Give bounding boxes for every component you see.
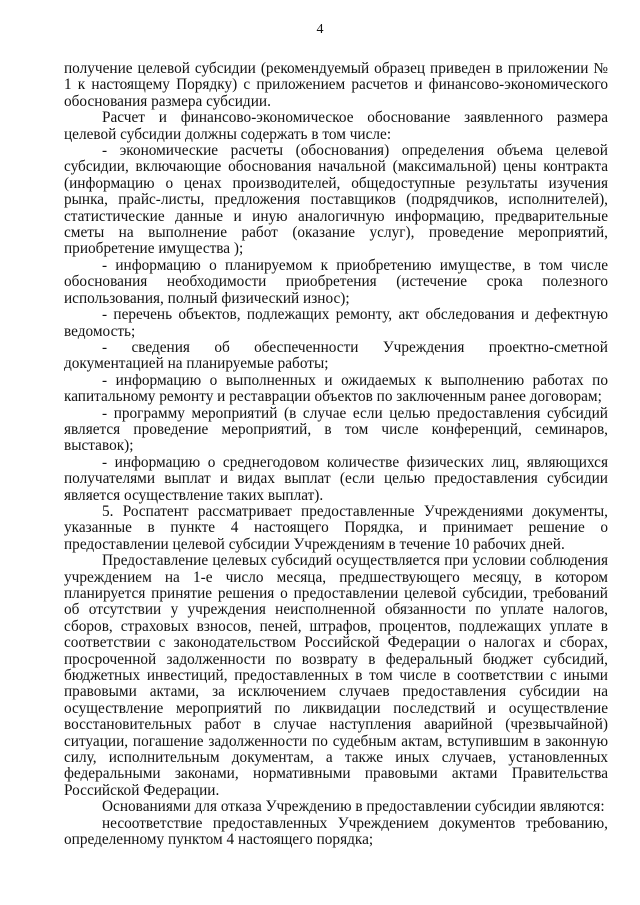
list-item: - перечень объектов, подлежащих ремонту, акт обследования и дефектную ведомость; — [64, 306, 608, 340]
paragraph: несоответствие предоставленных Учреждением документов требованию, определенному пунктом 4 настоящего порядка; — [64, 814, 608, 849]
list-item: - сведения об обеспеченности Учреждения проектно-сметной документацией на планируемые работы; — [64, 338, 608, 373]
paragraph: Расчет и финансово-экономическое обоснование заявленного размера целевой субсидии должны содержать в том числе: — [64, 109, 608, 143]
list-item: - информацию о среднегодовом количестве физических лиц, являющихся получателями выплат и видах выплат (если целью предоставления субсидии является осуществление таких выплат). — [64, 453, 608, 504]
paragraph: Предоставление целевых субсидий осуществляется при условии соблюдения учреждением на 1-е число месяца, предшествующего месяцу, в котором планируется принятие решения о предоставлении целевой субсидии, требований об отсутствии у учреждения неисполненной обязанности по уплате налогов, сборов, страховых взносов, пеней, штрафов, процентов, подлежащих уплате в соответствии с законодательством Российской Федерации о налогах и сборах, просроченной задолженности по возврату в федеральный бюджет субсидий, бюджетных инвестиций, предоставленных в том числе в соответствии с иными правовыми актами, за исключением случаев предоставления субсидии на осуществление мероприятий по ликвидации последствий и осуществление восстановительных работ в случае наступления аварийной (чрезвычайной) ситуации, погашение задолженности по судебным актам, вступившим в законную силу, исполнительным документам, а также иных случаев, установленных федеральными законами, нормативными правовыми актами Правительства Российской Федерации. — [64, 552, 608, 799]
paragraph: Основаниями для отказа Учреждению в предоставлении субсидии являются: — [102, 798, 605, 816]
paragraph: получение целевой субсидии (рекомендуемый образец приведен в приложении № 1 к настоящему Порядку) с приложением расчетов и финансово-экономического обоснования размера субсидии. — [64, 60, 608, 110]
paragraph: 5. Роспатент рассматривает предоставленные Учреждениями документы, указанные в пункте 4 настоящего Порядка, и принимает решение о предоставлении целевой субсидии Учреждениям в течение 10 рабочих дней. — [64, 502, 608, 553]
document-body — [64, 61, 608, 849]
list-item: - программу мероприятий (в случае если целью предоставления субсидий является проведение мероприятий, в том числе конференций, семинаров, выставок); — [64, 404, 608, 455]
page-number: 4 — [316, 22, 324, 37]
list-item: - информацию о выполненных и ожидаемых к выполнению работах по капитальному ремонту и реставрации объектов по заключенным ранее договорам; — [64, 371, 608, 406]
list-item: - экономические расчеты (обоснования) определения объема целевой субсидии, включающие обоснования начальной (максимальной) цены контракта (информацию о ценах производителей, общедоступные результаты изучения рынка, прайс-листы, предложения поставщиков (подрядчиков, исполнителей), статистические данные и иную аналогичную информацию, предварительные сметы на выполнение работ (оказание услуг), проведение мероприятий, приобретение имущества ); — [64, 142, 608, 258]
list-item: - информацию о планируемом к приобретению имуществе, в том числе обоснования необходимости приобретения (истечение срока полезного использования, полный физический износ); — [64, 256, 608, 307]
